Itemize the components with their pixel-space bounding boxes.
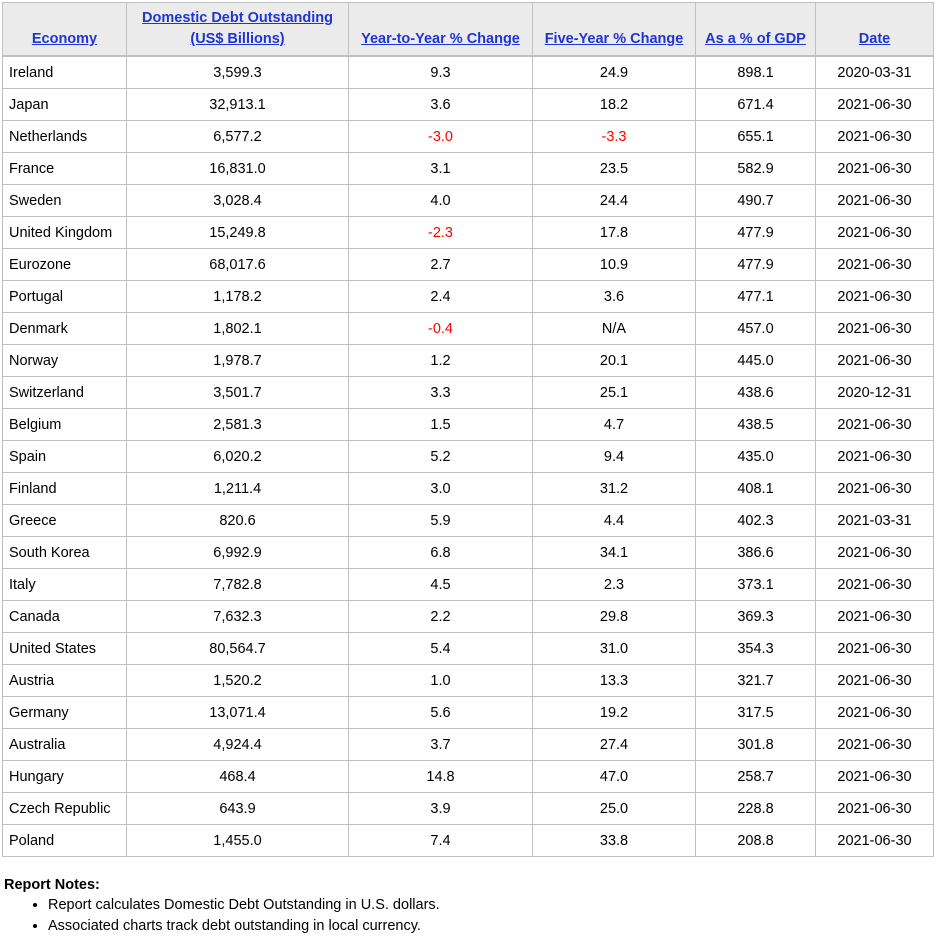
column-header-domestic-debt (127, 3, 349, 57)
sort-economy-link[interactable]: Economy (31, 31, 98, 47)
debt-outstanding-cell: 1,211.4 (127, 473, 349, 505)
economy-cell: South Korea (3, 537, 127, 569)
pct-gdp-cell: 655.1 (696, 121, 816, 153)
table-row (3, 697, 934, 729)
debt-outstanding-cell: 4,924.4 (127, 729, 349, 761)
yoy-change-cell: 5.4 (349, 633, 533, 665)
economy-cell: Portugal (3, 281, 127, 313)
yoy-change-cell: 5.9 (349, 505, 533, 537)
five-year-change-cell: 10.9 (533, 249, 696, 281)
pct-gdp-cell: 438.5 (696, 409, 816, 441)
yoy-change-cell: 5.6 (349, 697, 533, 729)
sort-five-year-change-link[interactable]: Five-Year % Change (544, 31, 684, 47)
yoy-change-cell: 3.3 (349, 377, 533, 409)
yoy-change-cell: 9.3 (349, 56, 533, 89)
pct-gdp-cell: 208.8 (696, 825, 816, 857)
column-header-date (816, 3, 934, 57)
table-row (3, 89, 934, 121)
yoy-change-cell: 4.5 (349, 569, 533, 601)
pct-gdp-cell: 402.3 (696, 505, 816, 537)
column-header-yoy-change (349, 3, 533, 57)
five-year-change-cell: 29.8 (533, 601, 696, 633)
debt-outstanding-cell: 6,577.2 (127, 121, 349, 153)
table-row (3, 249, 934, 281)
pct-gdp-cell: 354.3 (696, 633, 816, 665)
date-cell: 2021-06-30 (816, 409, 934, 441)
date-cell: 2021-06-30 (816, 665, 934, 697)
debt-outstanding-cell: 1,520.2 (127, 665, 349, 697)
date-cell: 2021-06-30 (816, 473, 934, 505)
economy-cell: Japan (3, 89, 127, 121)
economy-cell: Ireland (3, 56, 127, 89)
debt-outstanding-cell: 7,782.8 (127, 569, 349, 601)
five-year-change-cell: 2.3 (533, 569, 696, 601)
date-cell: 2021-06-30 (816, 153, 934, 185)
debt-outstanding-cell: 6,992.9 (127, 537, 349, 569)
five-year-change-cell: 17.8 (533, 217, 696, 249)
notes-list (4, 895, 440, 937)
economy-cell: Eurozone (3, 249, 127, 281)
yoy-change-cell: 3.6 (349, 89, 533, 121)
date-cell: 2021-06-30 (816, 729, 934, 761)
five-year-change-cell: 27.4 (533, 729, 696, 761)
five-year-change-cell: 31.2 (533, 473, 696, 505)
economy-cell: United States (3, 633, 127, 665)
five-year-change-cell: 33.8 (533, 825, 696, 857)
economy-cell: Poland (3, 825, 127, 857)
five-year-change-cell: 24.9 (533, 56, 696, 89)
pct-gdp-cell: 369.3 (696, 601, 816, 633)
yoy-change-cell: 7.4 (349, 825, 533, 857)
notes-title: Report Notes: (4, 877, 100, 893)
pct-gdp-cell: 445.0 (696, 345, 816, 377)
column-header-pct-gdp (696, 3, 816, 57)
table-row (3, 377, 934, 409)
economy-cell: Belgium (3, 409, 127, 441)
five-year-change-cell: 47.0 (533, 761, 696, 793)
five-year-change-cell: 4.7 (533, 409, 696, 441)
pct-gdp-cell: 490.7 (696, 185, 816, 217)
table-row (3, 569, 934, 601)
table-row (3, 281, 934, 313)
date-cell: 2021-06-30 (816, 761, 934, 793)
table-row (3, 409, 934, 441)
date-cell: 2021-06-30 (816, 441, 934, 473)
table-row (3, 121, 934, 153)
yoy-change-cell: 1.5 (349, 409, 533, 441)
economy-cell: Czech Republic (3, 793, 127, 825)
yoy-change-cell: 3.0 (349, 473, 533, 505)
yoy-change-cell: 14.8 (349, 761, 533, 793)
yoy-change-cell: 2.2 (349, 601, 533, 633)
five-year-change-cell: N/A (533, 313, 696, 345)
debt-outstanding-cell: 3,028.4 (127, 185, 349, 217)
pct-gdp-cell: 438.6 (696, 377, 816, 409)
table-row (3, 537, 934, 569)
date-cell: 2021-06-30 (816, 697, 934, 729)
five-year-change-cell: 3.6 (533, 281, 696, 313)
notes-item: • Associated charts track debt outstanding in local currency. (48, 916, 440, 937)
yoy-change-cell: 6.8 (349, 537, 533, 569)
table-row (3, 185, 934, 217)
table-row (3, 473, 934, 505)
table-row (3, 761, 934, 793)
economy-cell: Italy (3, 569, 127, 601)
five-year-change-cell: 34.1 (533, 537, 696, 569)
date-cell: 2021-06-30 (816, 601, 934, 633)
date-cell: 2020-03-31 (816, 56, 934, 89)
pct-gdp-cell: 671.4 (696, 89, 816, 121)
date-cell: 2021-06-30 (816, 217, 934, 249)
column-header-five-year-change (533, 3, 696, 57)
economy-cell: Switzerland (3, 377, 127, 409)
pct-gdp-cell: 582.9 (696, 153, 816, 185)
date-cell: 2021-06-30 (816, 633, 934, 665)
economy-cell: Norway (3, 345, 127, 377)
yoy-change-cell: 5.2 (349, 441, 533, 473)
debt-outstanding-cell: 80,564.7 (127, 633, 349, 665)
debt-outstanding-cell: 3,599.3 (127, 56, 349, 89)
pct-gdp-cell: 386.6 (696, 537, 816, 569)
pct-gdp-cell: 898.1 (696, 56, 816, 89)
sort-domestic-debt-link[interactable]: Domestic Debt Outstanding (US$ Billions) (142, 10, 333, 47)
date-cell: 2021-06-30 (816, 825, 934, 857)
five-year-change-cell: 13.3 (533, 665, 696, 697)
debt-outstanding-cell: 1,455.0 (127, 825, 349, 857)
economy-cell: Austria (3, 665, 127, 697)
five-year-change-cell: 9.4 (533, 441, 696, 473)
economy-cell: Denmark (3, 313, 127, 345)
five-year-change-cell: 23.5 (533, 153, 696, 185)
notes-item: • Report calculates Domestic Debt Outstanding in U.S. dollars. (48, 895, 440, 916)
yoy-change-cell: 3.9 (349, 793, 533, 825)
pct-gdp-cell: 258.7 (696, 761, 816, 793)
pct-gdp-cell: 457.0 (696, 313, 816, 345)
economy-cell: Finland (3, 473, 127, 505)
debt-table (2, 2, 934, 857)
five-year-change-cell: 19.2 (533, 697, 696, 729)
date-cell: 2021-06-30 (816, 281, 934, 313)
debt-outstanding-cell: 468.4 (127, 761, 349, 793)
date-cell: 2021-06-30 (816, 345, 934, 377)
five-year-change-cell: 25.0 (533, 793, 696, 825)
column-header-economy (3, 3, 127, 57)
five-year-change-cell: 24.4 (533, 185, 696, 217)
five-year-change-cell: 20.1 (533, 345, 696, 377)
table-row (3, 665, 934, 697)
yoy-change-cell: 1.2 (349, 345, 533, 377)
economy-cell: Hungary (3, 761, 127, 793)
debt-outstanding-cell: 1,978.7 (127, 345, 349, 377)
debt-outstanding-cell: 68,017.6 (127, 249, 349, 281)
yoy-change-cell: -2.3 (349, 217, 533, 249)
debt-outstanding-cell: 6,020.2 (127, 441, 349, 473)
report-notes (4, 875, 440, 937)
table-row (3, 153, 934, 185)
debt-outstanding-cell: 16,831.0 (127, 153, 349, 185)
debt-outstanding-cell: 32,913.1 (127, 89, 349, 121)
table-row (3, 601, 934, 633)
economy-cell: United Kingdom (3, 217, 127, 249)
date-cell: 2021-06-30 (816, 249, 934, 281)
sort-yoy-change-link[interactable]: Year-to-Year % Change (361, 31, 520, 47)
pct-gdp-cell: 435.0 (696, 441, 816, 473)
pct-gdp-cell: 477.9 (696, 217, 816, 249)
pct-gdp-cell: 477.9 (696, 249, 816, 281)
yoy-change-cell: 3.1 (349, 153, 533, 185)
debt-outstanding-cell: 3,501.7 (127, 377, 349, 409)
table-row (3, 825, 934, 857)
pct-gdp-cell: 408.1 (696, 473, 816, 505)
table-body (3, 56, 934, 857)
date-cell: 2021-06-30 (816, 537, 934, 569)
date-cell: 2020-12-31 (816, 377, 934, 409)
pct-gdp-cell: 317.5 (696, 697, 816, 729)
debt-outstanding-cell: 2,581.3 (127, 409, 349, 441)
sort-date-link[interactable]: Date (858, 31, 891, 47)
table-row (3, 729, 934, 761)
five-year-change-cell: 25.1 (533, 377, 696, 409)
table-row (3, 441, 934, 473)
debt-outstanding-cell: 15,249.8 (127, 217, 349, 249)
economy-cell: Canada (3, 601, 127, 633)
yoy-change-cell: -3.0 (349, 121, 533, 153)
economy-cell: Spain (3, 441, 127, 473)
pct-gdp-cell: 321.7 (696, 665, 816, 697)
debt-outstanding-cell: 820.6 (127, 505, 349, 537)
economy-cell: Sweden (3, 185, 127, 217)
yoy-change-cell: -0.4 (349, 313, 533, 345)
debt-outstanding-cell: 7,632.3 (127, 601, 349, 633)
economy-cell: France (3, 153, 127, 185)
yoy-change-cell: 2.4 (349, 281, 533, 313)
debt-outstanding-cell: 643.9 (127, 793, 349, 825)
pct-gdp-cell: 477.1 (696, 281, 816, 313)
table-row (3, 633, 934, 665)
date-cell: 2021-03-31 (816, 505, 934, 537)
pct-gdp-cell: 228.8 (696, 793, 816, 825)
date-cell: 2021-06-30 (816, 569, 934, 601)
date-cell: 2021-06-30 (816, 185, 934, 217)
debt-outstanding-cell: 1,178.2 (127, 281, 349, 313)
economy-cell: Greece (3, 505, 127, 537)
debt-outstanding-cell: 13,071.4 (127, 697, 349, 729)
yoy-change-cell: 2.7 (349, 249, 533, 281)
table-header-row (3, 3, 934, 57)
five-year-change-cell: 18.2 (533, 89, 696, 121)
date-cell: 2021-06-30 (816, 89, 934, 121)
date-cell: 2021-06-30 (816, 793, 934, 825)
table-row (3, 793, 934, 825)
date-cell: 2021-06-30 (816, 313, 934, 345)
sort-pct-gdp-link[interactable]: As a % of GDP (705, 31, 806, 47)
yoy-change-cell: 3.7 (349, 729, 533, 761)
debt-outstanding-cell: 1,802.1 (127, 313, 349, 345)
five-year-change-cell: -3.3 (533, 121, 696, 153)
economy-cell: Netherlands (3, 121, 127, 153)
table-row (3, 345, 934, 377)
table-row (3, 505, 934, 537)
yoy-change-cell: 1.0 (349, 665, 533, 697)
five-year-change-cell: 4.4 (533, 505, 696, 537)
yoy-change-cell: 4.0 (349, 185, 533, 217)
date-cell: 2021-06-30 (816, 121, 934, 153)
pct-gdp-cell: 301.8 (696, 729, 816, 761)
table-row (3, 313, 934, 345)
economy-cell: Australia (3, 729, 127, 761)
table-row (3, 217, 934, 249)
table-row (3, 56, 934, 89)
five-year-change-cell: 31.0 (533, 633, 696, 665)
economy-cell: Germany (3, 697, 127, 729)
pct-gdp-cell: 373.1 (696, 569, 816, 601)
